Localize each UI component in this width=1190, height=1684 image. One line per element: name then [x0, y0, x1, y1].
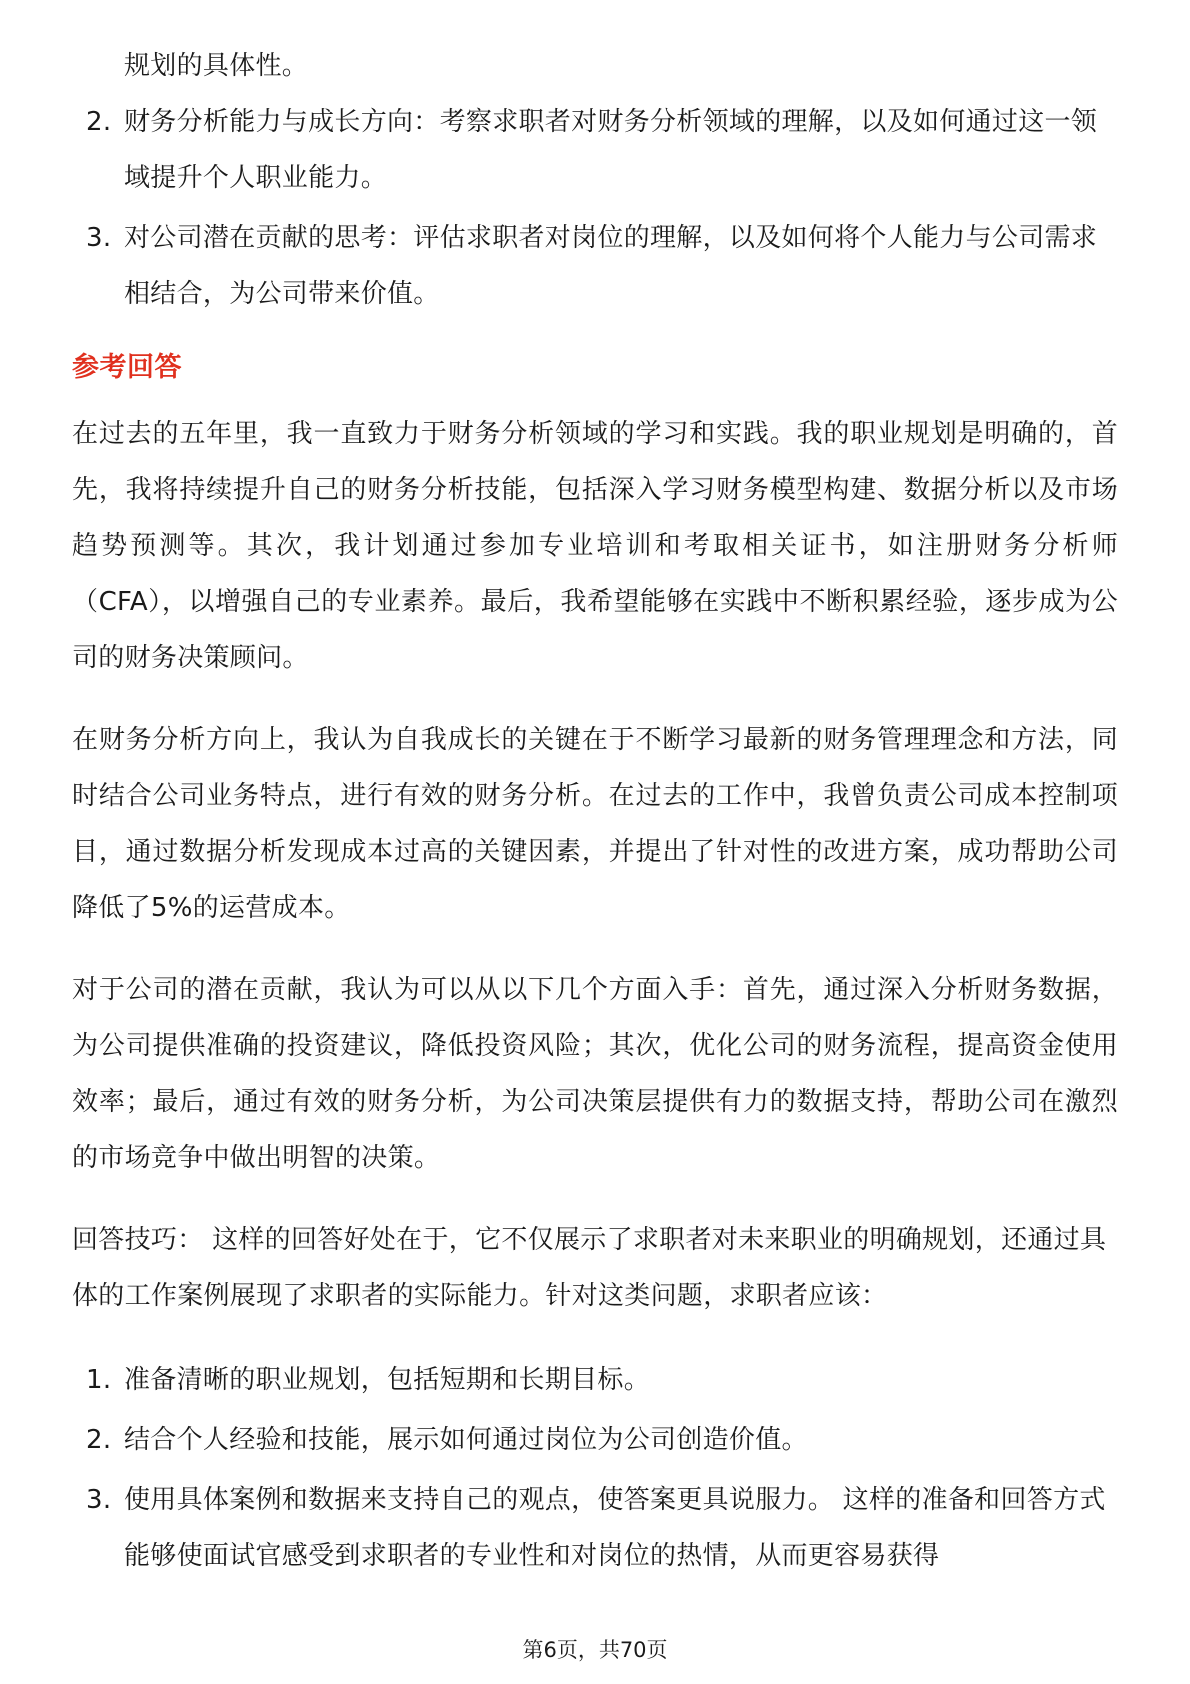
- tips-item: [72, 1412, 1118, 1468]
- tips-number: 2.: [86, 1425, 112, 1455]
- criteria-text: 对公司潜在贡献的思考：评估求职者对岗位的理解，以及如何将个人能力与公司需求相结合，为公司带来价值。: [124, 223, 1098, 309]
- answer-paragraph: 在过去的五年里，我一直致力于财务分析领域的学习和实践。我的职业规划是明确的，首先，我将持续提升自己的财务分析技能，包括深入学习财务模型构建、数据分析以及市场趋势预测等。其次，我计划通过参加专业培训和考取相关证书，如注册财务分析师（CFA），以增强自己的专业素养。最后，我希望能够在实践中不断积累经验，逐步成为公司的财务决策顾问。: [72, 419, 1118, 673]
- page-content: [72, 38, 1118, 1588]
- section-heading: 参考回答: [72, 352, 182, 383]
- answer-paragraph: 在财务分析方向上，我认为自我成长的关键在于不断学习最新的财务管理理念和方法，同时结合公司业务特点，进行有效的财务分析。在过去的工作中，我曾负责公司成本控制项目，通过数据分析发现成本过高的关键因素，并提出了针对性的改进方案，成功帮助公司降低了5%的运营成本。: [72, 725, 1118, 923]
- tips-list: [72, 1352, 1118, 1584]
- page-number: 第6页，共70页: [522, 1638, 668, 1662]
- criteria-item: [72, 94, 1118, 206]
- criteria-number: 3.: [86, 223, 112, 253]
- continued-text: 规划的具体性。: [124, 51, 309, 81]
- criteria-text: 财务分析能力与成长方向：考察求职者对财务分析领域的理解，以及如何通过这一领域提升个人职业能力。: [124, 107, 1098, 193]
- tips-number: 1.: [86, 1365, 112, 1395]
- tips-item: [72, 1472, 1118, 1584]
- criteria-item: [72, 210, 1118, 322]
- tips-text: 使用具体案例和数据来支持自己的观点，使答案更具说服力。 这样的准备和回答方式能够使面试官感受到求职者的专业性和对岗位的热情，从而更容易获得: [124, 1485, 1106, 1571]
- tips-number: 3.: [86, 1485, 112, 1515]
- answer-paragraph: 对于公司的潜在贡献，我认为可以从以下几个方面入手：首先，通过深入分析财务数据，为公司提供准确的投资建议，降低投资风险；其次，优化公司的财务流程，提高资金使用效率；最后，通过有效的财务分析，为公司决策层提供有力的数据支持，帮助公司在激烈的市场竞争中做出明智的决策。: [72, 975, 1118, 1173]
- criteria-list: [72, 94, 1118, 322]
- criteria-number: 2.: [86, 107, 112, 137]
- tips-intro: 回答技巧： 这样的回答好处在于，它不仅展示了求职者对未来职业的明确规划，还通过具体的工作案例展现了求职者的实际能力。针对这类问题，求职者应该：: [72, 1225, 1107, 1311]
- tips-text: 准备清晰的职业规划，包括短期和长期目标。: [124, 1365, 651, 1395]
- tips-text: 结合个人经验和技能，展示如何通过岗位为公司创造价值。: [124, 1425, 808, 1455]
- tips-item: [72, 1352, 1118, 1408]
